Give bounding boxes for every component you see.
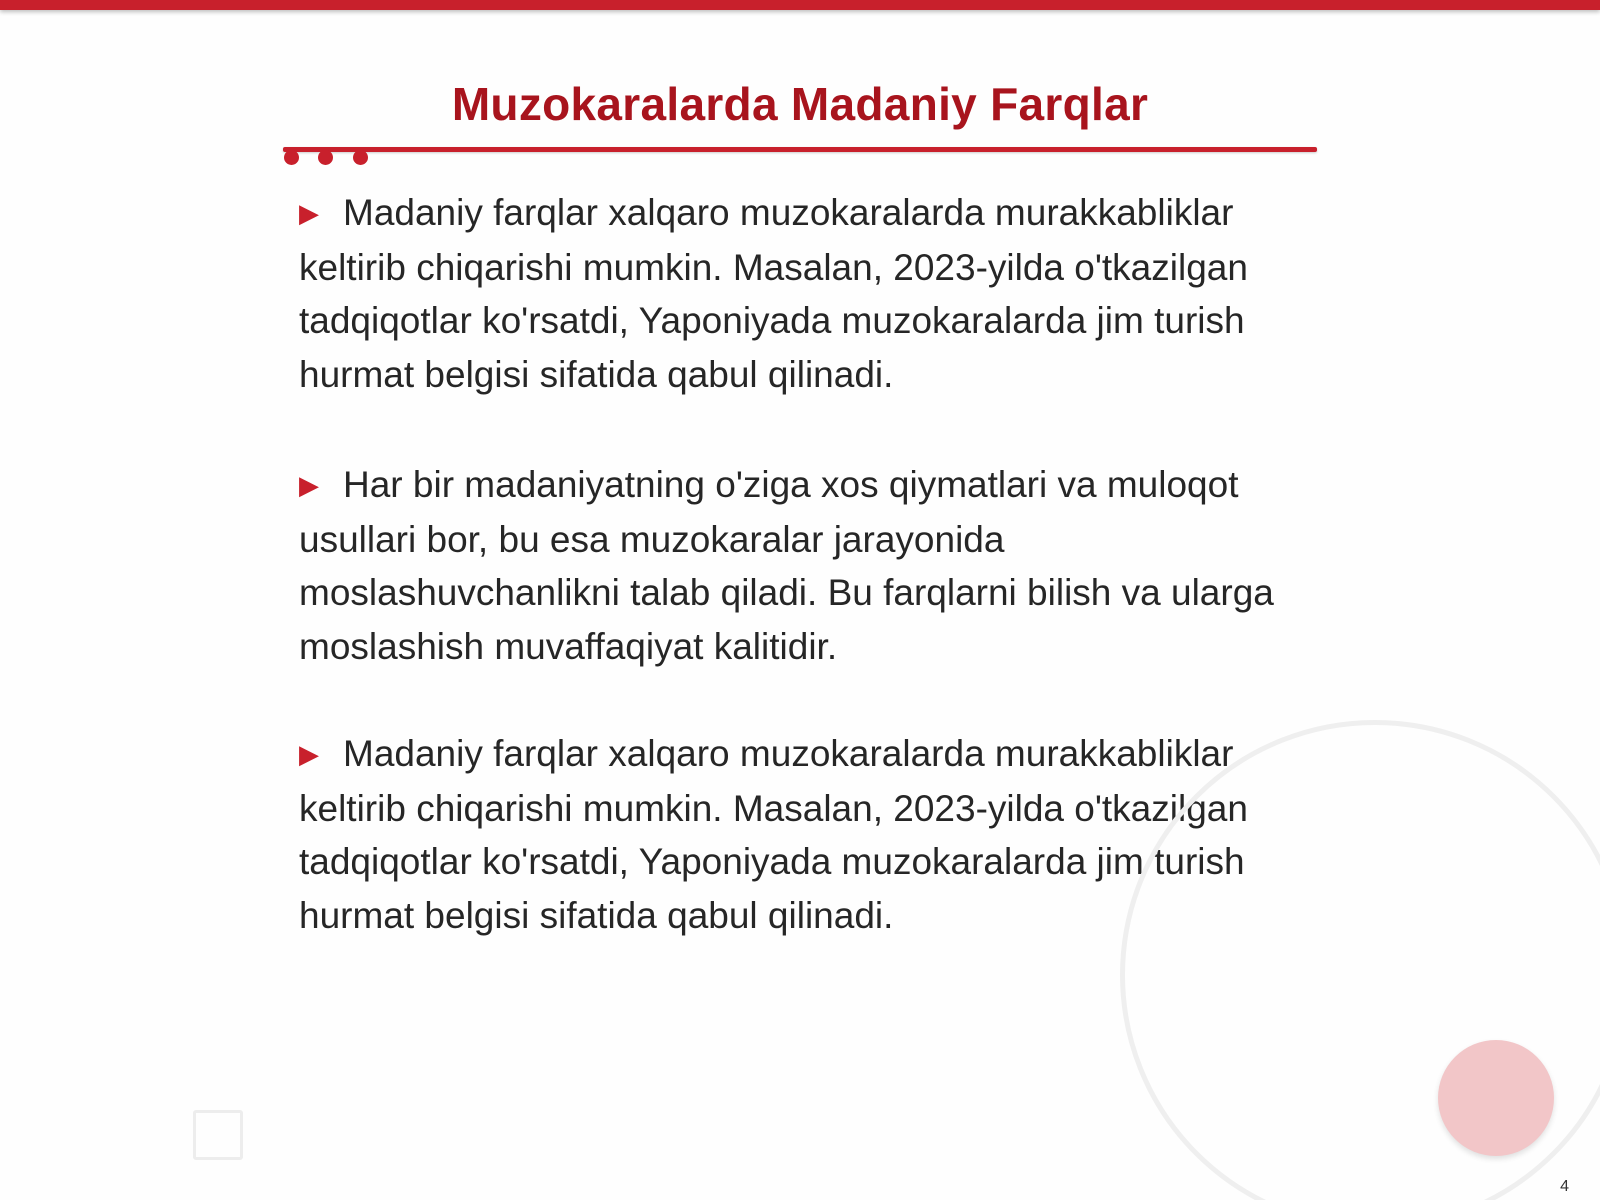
bullet-arrow-icon: ▶ <box>299 739 319 769</box>
decorative-dot <box>353 150 368 165</box>
decorative-square <box>193 1110 243 1160</box>
top-accent-bar <box>0 0 1600 10</box>
bullet-list <box>299 186 1309 942</box>
decorative-circle <box>1438 1040 1554 1156</box>
bullet-item <box>299 458 1309 673</box>
decorative-dot <box>284 150 299 165</box>
page-number: 4 <box>1560 1178 1569 1195</box>
bullet-arrow-icon: ▶ <box>299 470 319 500</box>
bullet-text: Madaniy farqlar xalqaro muzokaralarda murakkabliklar keltirib chiqarishi mumkin. Masalan, 2023-yilda o'tkazilgan tadqiqotlar ko'rsatdi, Yaponiyada muzokaralarda jim turish hurmat belgisi sifatida qabul qilinadi. <box>299 733 1248 936</box>
decorative-dot <box>318 150 333 165</box>
title-underline <box>283 147 1317 152</box>
bullet-text: Madaniy farqlar xalqaro muzokaralarda murakkabliklar keltirib chiqarishi mumkin. Masalan, 2023-yilda o'tkazilgan tadqiqotlar ko'rsatdi, Yaponiyada muzokaralarda jim turish hurmat belgisi sifatida qabul qilinadi. <box>299 192 1248 395</box>
bullet-item <box>299 186 1309 401</box>
bullet-text: Har bir madaniyatning o'ziga xos qiymatlari va muloqot usullari bor, bu esa muzokaralar jarayonida moslashuvchanlikni talab qiladi. Bu farqlarni bilish va ularga moslashish muvaffaqiyat kalitidir. <box>299 464 1274 667</box>
bullet-arrow-icon: ▶ <box>299 198 319 228</box>
slide-title: Muzokaralarda Madaniy Farqlar <box>451 78 1149 130</box>
